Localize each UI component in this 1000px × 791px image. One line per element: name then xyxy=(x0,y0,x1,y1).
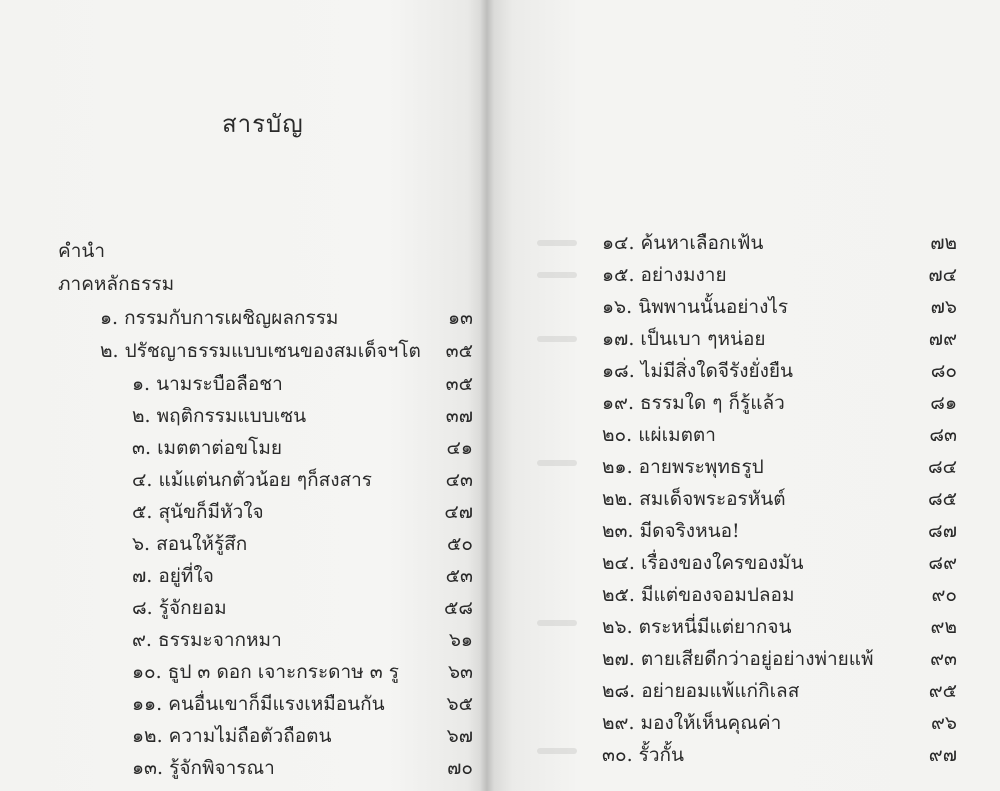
toc-entry-page: ๓๕ xyxy=(445,340,473,362)
toc-entry-page: ๑๓ xyxy=(447,307,473,329)
toc-entry-page: ๗๐ xyxy=(447,757,473,779)
toc-entry-page: ๙๗ xyxy=(928,744,957,766)
toc-entry xyxy=(602,548,957,578)
toc-entry-page: ๘๑ xyxy=(930,392,957,414)
toc-entry-page: ๖๕ xyxy=(446,693,473,715)
bleed-through-mark xyxy=(537,336,577,342)
toc-entry xyxy=(132,721,473,751)
toc-entry-label: ๒๑. อายพระพุทธรูป xyxy=(602,456,764,478)
toc-entry xyxy=(132,753,473,783)
left-page xyxy=(0,0,487,791)
toc-entry xyxy=(132,433,473,463)
toc-entry-page: ๙๒ xyxy=(930,616,957,638)
toc-entry-label: ๑๗. เป็นเบา ๆหน่อย xyxy=(602,328,766,350)
toc-entry-label: ๒๗. ตายเสียดีกว่าอยู่อย่างพ่ายแพ้ xyxy=(602,648,874,670)
toc-entry-label: ๒๙. มองให้เห็นคุณค่า xyxy=(602,712,782,734)
toc-entry-label: ๒๘. อย่ายอมแพ้แก่กิเลส xyxy=(602,680,800,702)
toc-entry-label: ๒. ปรัชญาธรรมแบบเซนของสมเด็จฯโต xyxy=(100,340,421,362)
toc-entry-page: ๗๔ xyxy=(928,264,957,286)
toc-entry-page: ๔๓ xyxy=(445,469,473,491)
toc-entry-label: ๑๒. ความไม่ถือตัวถือตน xyxy=(132,725,332,747)
toc-entry xyxy=(132,529,473,559)
toc-entry xyxy=(132,625,473,655)
toc-entry-page: ๕๐ xyxy=(447,533,473,555)
toc-entry-label: ๑๕. อย่างมงาย xyxy=(602,264,727,286)
toc-entry xyxy=(602,228,957,258)
toc-entry-label: ๒๕. มีแต่ของจอมปลอม xyxy=(602,584,795,606)
toc-entry-label: ๒๖. ตระหนี่มีแต่ยากจน xyxy=(602,616,792,638)
toc-entry xyxy=(132,401,473,431)
toc-entry-label: ๕. สุนัขก็มีหัวใจ xyxy=(132,501,264,523)
toc-entry xyxy=(132,561,473,591)
bleed-through-mark xyxy=(537,460,577,466)
toc-entry-label: ๒. พฤติกรรมแบบเซน xyxy=(132,405,307,427)
toc-entry xyxy=(132,465,473,495)
toc-entry-label: ๑. กรรมกับการเผชิญผลกรรม xyxy=(100,307,339,329)
toc-entry-page: ๘๐ xyxy=(930,360,957,382)
toc-entry xyxy=(602,612,957,642)
bleed-through-mark xyxy=(537,240,577,246)
toc-entry-page: ๙๕ xyxy=(928,680,957,702)
toc-entry-label: ๗. อยู่ที่ใจ xyxy=(132,565,214,587)
toc-entry xyxy=(602,740,957,770)
toc-entry xyxy=(602,484,957,514)
toc-entry-page: ๘๕ xyxy=(927,488,957,510)
section-heading-dhamma: ภาคหลักธรรม xyxy=(58,273,175,295)
toc-entry-label: ๖. สอนให้รู้สึก xyxy=(132,533,248,555)
toc-entry xyxy=(602,356,957,386)
toc-entry-label: ๙. ธรรมะจากหมา xyxy=(132,629,282,651)
toc-entry xyxy=(602,324,957,354)
toc-entry-label: ๓. เมตตาต่อขโมย xyxy=(132,437,283,459)
toc-entry xyxy=(132,497,473,527)
toc-entry-label: ๑๓. รู้จักพิจารณา xyxy=(132,757,275,779)
toc-entry xyxy=(602,644,957,674)
toc-entry-page: ๓๕ xyxy=(445,373,473,395)
section-heading-preface: คำนำ xyxy=(58,240,106,262)
toc-entry-page: ๕๓ xyxy=(445,565,473,587)
toc-entry-page: ๙๓ xyxy=(930,648,957,670)
toc-entry-label: ๘. รู้จักยอม xyxy=(132,597,227,619)
toc-entry-page: ๙๐ xyxy=(931,584,957,606)
toc-entry-page: ๖๗ xyxy=(446,725,473,747)
toc-entry-page: ๙๖ xyxy=(931,712,957,734)
toc-entry-label: ๑๐. ธูป ๓ ดอก เจาะกระดาษ ๓ รู xyxy=(132,661,399,683)
toc-entry-page: ๗๙ xyxy=(928,328,957,350)
toc-entry-page: ๓๗ xyxy=(445,405,473,427)
toc-entry-page: ๔๗ xyxy=(444,501,473,523)
toc-entry xyxy=(602,292,957,322)
toc-entry-page: ๗๒ xyxy=(930,232,957,254)
toc-entry xyxy=(132,369,473,399)
toc-entry-label: ๓๐. รั้วกั้น xyxy=(602,744,685,766)
toc-entry-label: ๑๙. ธรรมใด ๆ ก็รู้แล้ว xyxy=(602,392,785,414)
toc-entry xyxy=(100,303,473,333)
toc-entry-page: ๘๓ xyxy=(929,424,957,446)
toc-entry-label: ๒๒. สมเด็จพระอรหันต์ xyxy=(602,488,786,510)
toc-entry-label: ๒๔. เรื่องของใครของมัน xyxy=(602,552,804,574)
toc-entry-label: ๑๘. ไม่มีสิ่งใดจีรังยั่งยืน xyxy=(602,360,794,382)
toc-entry xyxy=(602,580,957,610)
bleed-through-mark xyxy=(537,620,577,626)
toc-entry xyxy=(132,657,473,687)
toc-entry-page: ๖๓ xyxy=(447,661,473,683)
toc-entry xyxy=(602,516,957,546)
toc-entry-label: ๒๓. มีดจริงหนอ! xyxy=(602,520,740,542)
toc-entry xyxy=(602,388,957,418)
toc-entry xyxy=(602,708,957,738)
toc-entry-label: ๑๖. นิพพานนั้นอย่างไร xyxy=(602,296,789,318)
toc-entry-page: ๘๙ xyxy=(928,552,957,574)
toc-entry-label: ๑๑. คนอื่นเขาก็มีแรงเหมือนกัน xyxy=(132,693,385,715)
bleed-through-mark xyxy=(537,748,577,754)
toc-entry xyxy=(602,420,957,450)
toc-entry xyxy=(602,452,957,482)
toc-entry-label: ๔. แม้แต่นกตัวน้อย ๆก็สงสาร xyxy=(132,469,372,491)
toc-entry-page: ๖๑ xyxy=(448,629,473,651)
book-spine xyxy=(480,0,494,791)
toc-entry xyxy=(132,593,473,623)
toc-entry xyxy=(132,689,473,719)
toc-entry-page: ๕๘ xyxy=(443,597,473,619)
toc-entry-page: ๔๑ xyxy=(446,437,473,459)
bleed-through-mark xyxy=(537,272,577,278)
toc-entry xyxy=(100,336,473,366)
toc-entry-label: ๒๐. แผ่เมตตา xyxy=(602,424,716,446)
toc-entry xyxy=(602,676,957,706)
toc-entry-label: ๑. นามระบือลือชา xyxy=(132,373,283,395)
toc-title: สารบัญ xyxy=(222,110,304,138)
toc-entry-page: ๗๖ xyxy=(930,296,957,318)
right-page xyxy=(487,0,1000,791)
toc-entry xyxy=(602,260,957,290)
toc-entry-label: ๑๔. ค้นหาเลือกเฟ้น xyxy=(602,232,764,254)
toc-entry-page: ๘๔ xyxy=(927,456,957,478)
toc-entry-page: ๘๗ xyxy=(928,520,957,542)
